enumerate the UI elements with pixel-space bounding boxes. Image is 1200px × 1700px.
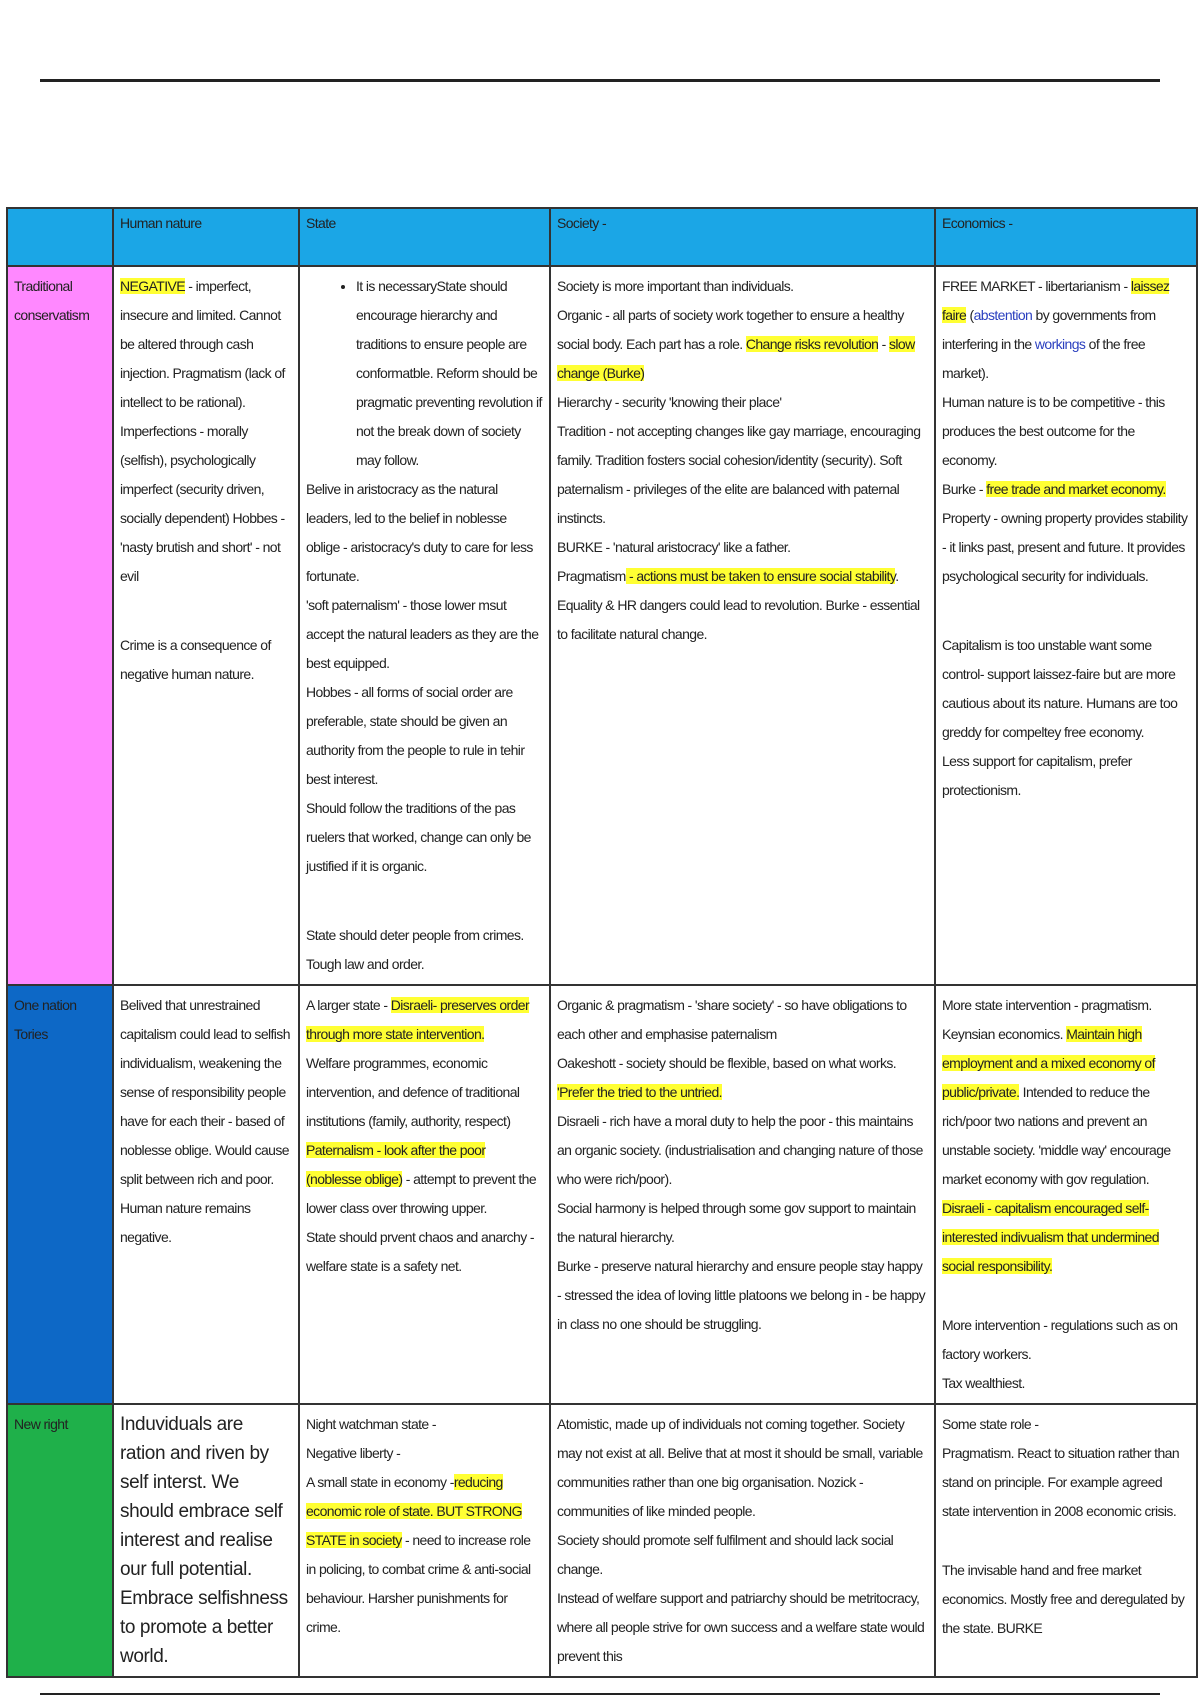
cell-new-right-state [299,1404,550,1677]
paragraph: State should prvent chaos and anarchy - welfare state is a safety net. [306,1229,534,1274]
cell-new-right-human-nature [113,1404,299,1677]
paragraph [120,272,292,591]
paragraph [942,272,1190,388]
header-economics: Economics - [935,208,1197,266]
row-one-nation-tories [7,985,1197,1404]
paragraph: Human nature is to be competitive - this produces the best outcome for the economy. [942,394,1165,468]
cell-traditional-society [550,266,935,985]
paragraph: Social harmony is helped through some gov support to maintain the natural hierarchy. [557,1200,916,1245]
cell-traditional-human-nature [113,266,299,985]
paragraph: Welfare programmes, economic intervention, and defence of traditional institutions (family, authority, respect) [306,1055,520,1129]
paragraph: Hobbes - all forms of social order are preferable, state should be given an authority from the people to rule in tehir best interest. [306,684,525,787]
paragraph [306,1136,543,1223]
text: ( [966,307,974,323]
text: - attempt to prevent the lower class over throwing upper. [306,1171,537,1216]
paragraph [557,1049,928,1107]
paragraph: Society is more important than individuals. [557,278,794,294]
text: of the free market). [942,336,1146,381]
highlight: - actions must be taken to ensure social stability [625,568,896,584]
paragraph: Organic & pragmatism - 'share society' - so have obligations to each other and emphasise paternalism [557,997,907,1042]
paragraph: Hierarchy - security 'knowing their place' [557,394,782,410]
text: More state intervention - pragmatism. Keynsian economics. [942,997,1152,1042]
row-label-traditional: Traditional conservatism [7,266,113,985]
paragraph: Disraeli - rich have a moral duty to help the poor - this maintains an organic society. (industrialisation and changing nature of those who were rich/poor). [557,1113,923,1187]
paragraph: Belive in aristocracy as the natural leaders, led to the belief in noblesse oblige - aristocracy's duty to care for less fortunate. [306,481,533,584]
highlight: Change risks revolution [745,336,879,352]
highlight: slow change (Burke) [557,336,915,381]
paragraph: Night watchman state - [306,1416,436,1432]
paragraph: Capitalism is too unstable want some control- support laissez-faire but are more cautious about its nature. Humans are too greddy for compeltey free economy. [942,637,1178,740]
paragraph: More intervention - regulations such as on factory workers. [942,1317,1178,1362]
text: - need to increase role in policing, to combat crime & anti-social behaviour. Harsher punishments for crime. [306,1532,531,1635]
paragraph: Burke - preserve natural hierarchy and ensure people stay happy - stressed the idea of loving little platoons we belong in - be happy in class no one should be struggling. [557,1258,925,1332]
cell-new-right-society [550,1404,935,1677]
paragraph: Tax wealthiest. [942,1375,1025,1391]
header-human-nature: Human nature [113,208,299,266]
paragraph [557,301,928,388]
paragraph [306,1468,543,1642]
cell-one-nation-society [550,985,935,1404]
text: . Equality & HR dangers could lead to revolution. Burke - essential to facilitate natural change. [557,568,920,642]
paragraph [942,475,1190,504]
paragraph [557,562,928,649]
row-label-new-right: New right [7,1404,113,1677]
link-text: abstention [973,307,1033,323]
text: - imperfect, insecure and limited. Cannot be altered through cash injection. Pragmatism (lack of intellect to be rational). Imperfections - morally (selfish), psychologically imperfect (security driven, socially dependent) Hobbes - 'nasty brutish and short' - not evil [120,278,285,584]
paragraph: The invisable hand and free market economics. Mostly free and deregulated by the state. BURKE [942,1562,1185,1636]
highlight: free trade and market economy. [986,481,1166,497]
text: FREE MARKET - libertarianism - [942,278,1131,294]
highlight: Disraeli - capitalism encouraged self-interested indivualism that undermined social responsibility. [942,1200,1159,1274]
text: Pragmatism [557,568,626,584]
paragraph [942,991,1190,1281]
cell-one-nation-economics [935,985,1197,1404]
header-corner [7,208,113,266]
highlight: laissez faire [942,278,1170,323]
paragraph: Atomistic, made up of individuals not coming together. Society may not exist at all. Belive that at most it should be small, variable communities rather than one big organisation. Nozick - communities of like minded people. [557,1416,923,1519]
paragraph: Some state role - [942,1416,1039,1432]
paragraph: Should follow the traditions of the pas ruelers that worked, change can only be justified if it is organic. [306,800,531,874]
paragraph: Negative liberty - [306,1445,401,1461]
cell-one-nation-human-nature [113,985,299,1404]
list-item: • It is necessaryState should encourage hierarchy and traditions to ensure people are conformatble. Reform should be pragmatic preventing revolution if not the break down of society may follow. [356,272,543,475]
paragraph: Human nature remains negative. [120,1200,251,1245]
text: A larger state - [306,997,391,1013]
cell-new-right-economics [935,1404,1197,1677]
row-new-right [7,1404,1197,1677]
header-state: State [299,208,550,266]
cell-traditional-economics [935,266,1197,985]
link-text: workings [1034,336,1086,352]
paragraph: Instead of welfare support and patriarchy should be metritocracy, where all people strive for own success and a welfare state would prevent this [557,1590,925,1664]
text: Organic - all parts of society work together to ensure a healthy social body. Each part has a role. [557,307,904,352]
highlight: NEGATIVE [120,278,185,294]
row-traditional-conservatism [7,266,1197,985]
highlight: Maintain high employment and a mixed economy of public/private. [942,1026,1155,1100]
header-society: Society - [550,208,935,266]
text: Oakeshott - society should be flexible, based on what works. [557,1055,897,1071]
paragraph [306,991,543,1049]
text: Burke - [942,481,987,497]
bullet-list [306,272,543,475]
paragraph: Induviduals are ration and riven by self interst. We should embrace self interest and realise our full potential. Embrace selfishness to promote a better world. [120,1414,288,1667]
row-label-one-nation: One nation Tories [7,985,113,1404]
highlight: reducing economic role of state. BUT STRONG STATE in society [306,1474,522,1548]
top-rule [40,79,1160,82]
paragraph: Society should promote self fulfilment and should lack social change. [557,1532,894,1577]
highlight: Paternalism - look after the poor (noblesse oblige) [306,1142,486,1187]
paragraph: Less support for capitalism, prefer protectionism. [942,753,1132,798]
paragraph: Belived that unrestrained capitalism could lead to selfish individualism, weakening the sense of responsibility people have for each their - based of noblesse oblige. Would cause split between rich and poor. [120,997,290,1187]
text: by governments from interfering in the [942,307,1156,352]
paragraph: Property - owning property provides stability - it links past, present and future. It provides psychological security for individuals. [942,510,1188,584]
highlight: Disraeli- preserves order through more state intervention. [306,997,530,1042]
paragraph: BURKE - 'natural aristocracy' like a father. [557,539,791,555]
paragraph: State should deter people from crimes. Tough law and order. [306,927,524,972]
text: Intended to reduce the rich/poor two nations and prevent an unstable society. 'middle way' encourage market economy with gov regulation. [942,1084,1171,1187]
paragraph: Pragmatism. React to situation rather than stand on principle. For example agreed state intervention in 2008 economic crisis. [942,1445,1180,1519]
cell-traditional-state [299,266,550,985]
text: A small state in economy - [306,1474,454,1490]
paragraph: Crime is a consequence of negative human nature. [120,637,271,682]
bottom-rule [40,1693,1160,1695]
paragraph: 'soft paternalism' - those lower msut accept the natural leaders as they are the best equipped. [306,597,539,671]
text: - [878,336,890,352]
cell-one-nation-state [299,985,550,1404]
comparison-table [6,207,1198,1678]
highlight: 'Prefer the tried to the untried. [557,1084,722,1100]
header-row [7,208,1197,266]
paragraph: Tradition - not accepting changes like gay marriage, encouraging family. Tradition fosters social cohesion/identity (security). Soft paternalism - privileges of the elite are balanced with paternal instincts. [557,423,921,526]
